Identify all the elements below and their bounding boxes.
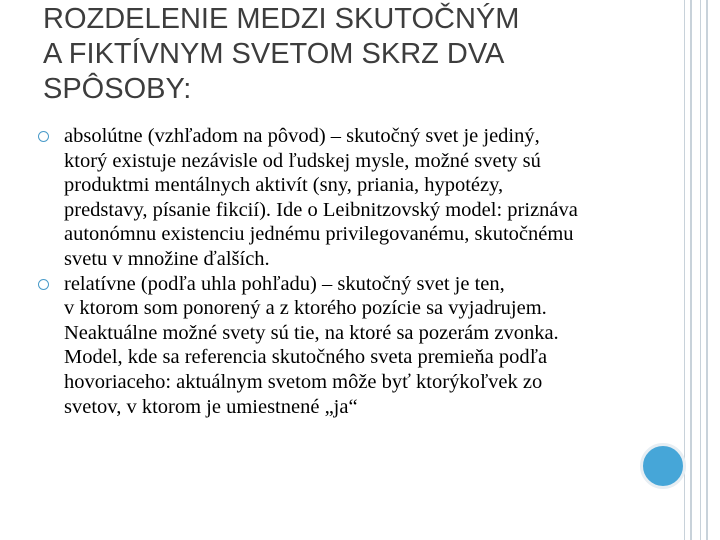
bullet-line: hovoriaceho: aktuálnym svetom môže byť ktorýkoľvek zo	[64, 370, 543, 393]
bullet-text	[64, 124, 618, 272]
bullet-line: autonómnu existenciu jednému privilegovanému, skutočnému	[64, 223, 574, 246]
bullet-list	[38, 124, 618, 419]
bullet-line: v ktorom som ponorený a z ktorého pozície sa vyjadrujem.	[64, 297, 547, 320]
bullet-line: svetu v množine ďalších.	[64, 247, 270, 270]
bullet-absolute	[38, 124, 618, 272]
title-line-2: A FIKTÍVNYM SVETOM SKRZ DVA	[43, 38, 505, 70]
bullet-line: ktorý existuje nezávisle od ľudskej mysle, možné svety sú	[64, 149, 541, 172]
circle-bullet-icon	[38, 131, 49, 142]
vertical-rule	[690, 0, 692, 540]
circle-bullet-icon	[38, 279, 49, 290]
bullet-line: predstavy, písanie fikcií). Ide o Leibnitzovský model: priznáva	[64, 198, 578, 221]
title-line-3: SPÔSOBY:	[43, 73, 192, 105]
bullet-line: Neaktuálne možné svety sú tie, na ktoré sa pozerám zvonka.	[64, 321, 559, 344]
bullet-relative	[38, 272, 618, 420]
bullet-text	[64, 272, 618, 420]
vertical-rule	[700, 0, 701, 540]
bullet-line: absolútne (vzhľadom na pôvod) – skutočný svet je jediný,	[64, 125, 540, 147]
title-line-1: ROZDELENIE MEDZI SKUTOČNÝM	[43, 3, 520, 35]
bullet-line: svetov, v ktorom je umiestnené „ja“	[64, 395, 358, 418]
slide-title	[43, 2, 643, 107]
decorative-circle	[640, 443, 686, 489]
bullet-line: relatívne (podľa uhla pohľadu) – skutočný svet je ten,	[64, 272, 505, 295]
vertical-rule	[706, 0, 708, 540]
bullet-line: produktmi mentálnych aktivít (sny, priania, hypotézy,	[64, 174, 504, 197]
bullet-line: Model, kde sa referencia skutočného sveta premieňa podľa	[64, 346, 548, 369]
